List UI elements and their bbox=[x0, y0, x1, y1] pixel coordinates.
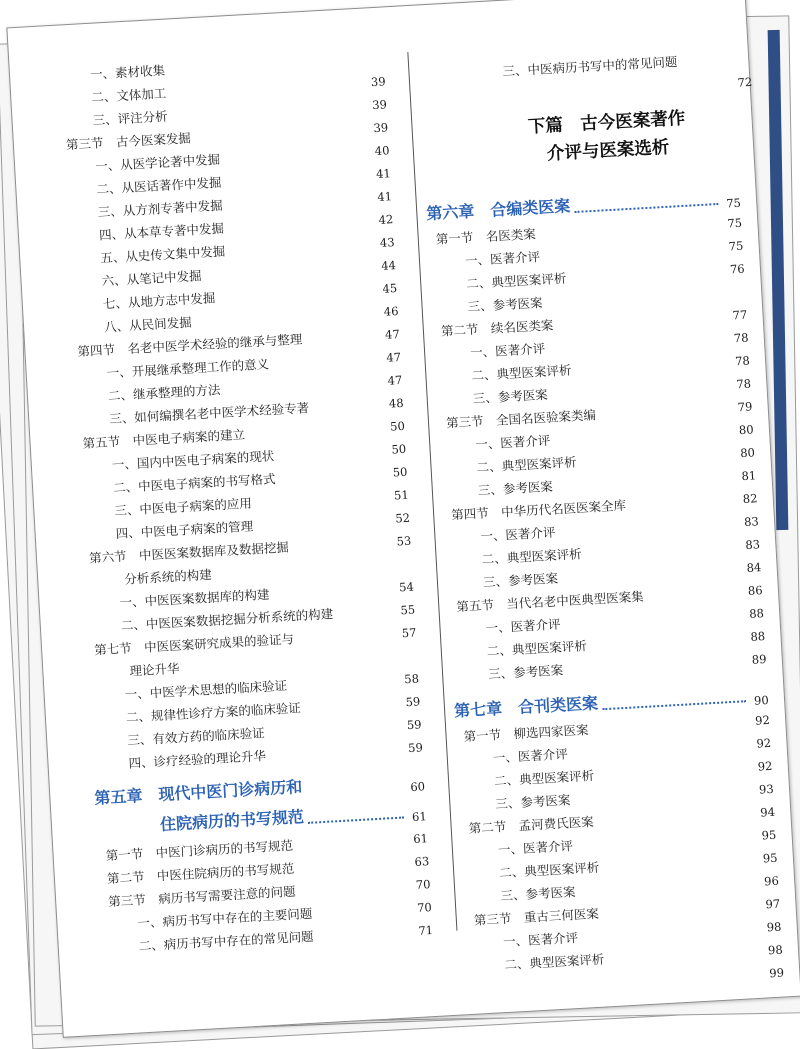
toc-entry-page: 92 bbox=[754, 712, 771, 728]
toc-entry-page: 88 bbox=[748, 606, 765, 621]
toc-entry-text: 三、如何编撰名老中医学术经验专著 bbox=[108, 400, 310, 427]
toc-entry[interactable] bbox=[435, 353, 751, 389]
toc-entry-text: 二、典型医案评析 bbox=[471, 362, 572, 384]
toc-entry-text: 一、医著介评 bbox=[502, 929, 579, 950]
toc-entry-text: 三、参考医案 bbox=[477, 478, 554, 498]
dotted-leader bbox=[574, 203, 718, 213]
chapter-heading[interactable] bbox=[93, 777, 426, 816]
toc-entry-page: 99 bbox=[768, 965, 785, 981]
toc-entry-page: 76 bbox=[729, 261, 745, 277]
toc-section[interactable] bbox=[81, 533, 412, 570]
toc-entry-page: 78 bbox=[734, 353, 751, 369]
toc-entry-text: 一、中医学术思想的临床验证 bbox=[124, 677, 288, 702]
toc-entry[interactable] bbox=[449, 606, 765, 642]
toc-entry-page: 75 bbox=[727, 215, 743, 231]
toc-entry[interactable] bbox=[456, 735, 772, 771]
dotted-leader bbox=[602, 700, 746, 710]
toc-section[interactable] bbox=[455, 712, 771, 748]
toc-entry-page: 96 bbox=[763, 873, 780, 889]
toc-entry-page: 95 bbox=[761, 827, 777, 843]
chapter-title: 第七章 合刊类医案 bbox=[453, 693, 599, 721]
toc-entry-text: 二、中医电子病案的书写格式 bbox=[112, 471, 276, 496]
toc-entry-page: 92 bbox=[756, 735, 772, 751]
toc-entry-page: 59 bbox=[407, 740, 424, 756]
toc-entry-text: 第一节 柳选四家医案 bbox=[463, 722, 589, 745]
toc-entry-text: 一、医著介评 bbox=[474, 432, 551, 452]
toc-entry[interactable] bbox=[55, 74, 386, 111]
chapter-title: 第六章 合编类医案 bbox=[425, 196, 571, 224]
toc-entry-text: 三、有效方药的临床验证 bbox=[126, 725, 266, 748]
toc-entry-page: 44 bbox=[380, 258, 397, 273]
toc-entry-text: 第三节 病历书写需要注意的问题 bbox=[107, 883, 296, 910]
toc-entry-text: 一、国内中医电子病案的现状 bbox=[111, 448, 275, 473]
toc-entry-page: 84 bbox=[746, 560, 762, 575]
toc-entry-page: 89 bbox=[751, 652, 767, 667]
toc-entry-text: 第七节 中医医案研究成果的验证与 bbox=[93, 631, 295, 658]
toc-entry-text: 二、中医医案数据挖掘分析系统的构建 bbox=[120, 606, 334, 633]
toc-entry-page: 50 bbox=[391, 441, 407, 457]
toc-entry-page: 94 bbox=[759, 804, 776, 820]
toc-entry-text: 三、参考医案 bbox=[487, 662, 564, 682]
toc-entry-text: 三、参考医案 bbox=[500, 884, 576, 904]
toc-entry-page: 59 bbox=[405, 694, 421, 710]
toc-entry-text: 第三节 重古三何医案 bbox=[473, 905, 600, 928]
toc-entry-text: 六、从笔记中发掘 bbox=[101, 267, 202, 289]
toc-entry-page: 39 bbox=[370, 74, 386, 90]
toc-entry-text: 一、医著介评 bbox=[497, 838, 574, 858]
toc-entry-text: 二、典型医案评析 bbox=[504, 951, 605, 973]
toc-entry-page: 57 bbox=[401, 625, 417, 641]
part-title-line2: 介评与医案选析 bbox=[546, 137, 670, 165]
toc-entry-text: 第二节 孟河费氏医案 bbox=[468, 813, 595, 836]
toc-entry-text: 三、中医电子病案的应用 bbox=[114, 495, 253, 519]
toc-entry[interactable] bbox=[434, 330, 749, 366]
toc-entry-page: 92 bbox=[757, 758, 773, 774]
toc-entry-text: 四、从本草专著中发掘 bbox=[98, 220, 225, 243]
toc-entry-page: 81 bbox=[741, 468, 757, 484]
toc-entry-page: 60 bbox=[409, 779, 426, 795]
toc-entry-page: 61 bbox=[412, 831, 429, 846]
toc-entry[interactable] bbox=[469, 965, 785, 1001]
toc-entry-text: 第二节 续名医类案 bbox=[440, 317, 554, 339]
toc-entry-text: 三、参考医案 bbox=[472, 386, 549, 406]
toc-entry[interactable] bbox=[87, 660, 180, 685]
toc-entry-page: 47 bbox=[385, 349, 402, 365]
toc-entry-page: 71 bbox=[418, 923, 434, 938]
toc-entry-text: 分析系统的构建 bbox=[123, 566, 213, 587]
toc-entry-text: 二、典型医案评析 bbox=[498, 859, 600, 881]
toc-entry-text: 二、典型医案评析 bbox=[481, 546, 583, 567]
toc-entry-page: 43 bbox=[379, 235, 395, 250]
chapter-heading[interactable] bbox=[95, 807, 428, 846]
toc-section[interactable] bbox=[427, 215, 743, 251]
toc-entry-page: 98 bbox=[766, 919, 782, 935]
toc-entry-text: 一、医著介评 bbox=[492, 746, 569, 766]
toc-entry-page: 82 bbox=[742, 491, 758, 507]
toc-entry-text: 第一节 中医门诊病历的书写规范 bbox=[105, 837, 294, 864]
toc-entry-text: 三、从方剂专著中发掘 bbox=[97, 197, 224, 220]
toc-entry-page: 39 bbox=[371, 97, 388, 113]
toc-entry-text: 一、素材收集 bbox=[89, 62, 166, 82]
toc-entry-page: 83 bbox=[744, 537, 761, 552]
toc-entry[interactable] bbox=[91, 717, 422, 754]
toc-entry-text: 第一节 名医类案 bbox=[435, 226, 537, 247]
toc-entry-text: 二、从医话著作中发掘 bbox=[96, 174, 222, 197]
toc-entry-page-row bbox=[419, 74, 753, 111]
toc-entry-text: 第五节 中医电子病案的建立 bbox=[82, 426, 246, 451]
toc-entry-page: 77 bbox=[732, 307, 748, 323]
toc-entry-page: 41 bbox=[375, 166, 392, 182]
toc-page bbox=[6, 0, 800, 1038]
toc-entry-text: 二、典型医案评析 bbox=[493, 767, 595, 789]
toc-section[interactable] bbox=[100, 877, 431, 914]
toc-entry[interactable] bbox=[439, 422, 754, 458]
toc-entry-text: 第二节 中医住院病历的书写规范 bbox=[106, 860, 295, 887]
chapter-heading[interactable] bbox=[425, 195, 742, 231]
toc-entry[interactable] bbox=[102, 923, 434, 960]
toc-section[interactable] bbox=[69, 326, 401, 363]
toc-entry-page: 54 bbox=[398, 579, 415, 595]
toc-entry-text: 二、继承整理的方法 bbox=[107, 382, 221, 404]
toc-entry-page: 83 bbox=[743, 514, 760, 530]
toc-entry-page: 41 bbox=[376, 189, 393, 204]
toc-entry-text: 一、病历书写中存在的主要问题 bbox=[137, 905, 313, 931]
toc-entry[interactable] bbox=[89, 694, 421, 731]
toc-entry-page: 55 bbox=[400, 602, 416, 618]
toc-entry-text: 三、评注分析 bbox=[92, 108, 168, 128]
toc-entry-text: 二、病历书写中存在的常见问题 bbox=[138, 928, 314, 954]
toc-entry[interactable] bbox=[70, 349, 402, 386]
toc-section[interactable] bbox=[74, 418, 406, 455]
toc-entry-text: 理论升华 bbox=[129, 660, 180, 679]
toc-entry-page: 46 bbox=[383, 304, 399, 319]
toc-entry-page: 50 bbox=[389, 418, 406, 434]
toc-entry-page: 78 bbox=[733, 330, 749, 346]
toc-entry-page: 86 bbox=[747, 583, 763, 598]
toc-entry-text: 第四节 名老中医学术经验的继承与整理 bbox=[77, 331, 303, 359]
toc-entry-page: 88 bbox=[750, 629, 766, 644]
toc-entry[interactable] bbox=[502, 54, 678, 83]
toc-entry-text: 五、从史传文集中发掘 bbox=[99, 243, 226, 266]
toc-entry-page: 75 bbox=[728, 238, 744, 254]
toc-entry[interactable] bbox=[444, 514, 760, 550]
toc-entry-text: 四、中医电子病案的管理 bbox=[115, 518, 254, 542]
toc-entry-page: 61 bbox=[411, 809, 428, 825]
toc-entry-page: 93 bbox=[758, 781, 775, 797]
toc-entry-page: 50 bbox=[392, 464, 408, 480]
toc-entry-text: 一、医著介评 bbox=[480, 524, 556, 544]
toc-entry-text: 二、典型医案评析 bbox=[486, 638, 588, 659]
toc-entry-page: 40 bbox=[374, 143, 390, 159]
toc-entry-text: 三、中医病历书写中的常见问题 bbox=[502, 54, 678, 79]
toc-entry-page: 53 bbox=[396, 533, 412, 549]
toc-entry-text: 二、典型医案评析 bbox=[476, 454, 577, 475]
toc-entry-text: 三、参考医案 bbox=[482, 570, 559, 590]
toc-entry-text: 一、开展继承整理工作的意义 bbox=[106, 356, 270, 381]
toc-entry-text: 第五节 当代名老中医典型医案集 bbox=[455, 588, 645, 615]
toc-entry-page: 70 bbox=[415, 877, 431, 892]
toc-entry-page: 42 bbox=[378, 212, 394, 227]
toc-entry-page: 90 bbox=[753, 692, 770, 708]
toc-entry-page: 52 bbox=[394, 510, 411, 526]
toc-entry-text: 七、从地方志中发掘 bbox=[102, 290, 216, 312]
toc-entry-text: 二、文体加工 bbox=[90, 85, 167, 105]
toc-entry-page: 45 bbox=[382, 281, 398, 296]
toc-entry-page: 80 bbox=[739, 445, 756, 461]
toc-entry-page: 47 bbox=[384, 326, 401, 342]
toc-entry-text: 一、从医学论著中发掘 bbox=[94, 151, 221, 174]
toc-entry-page: 47 bbox=[387, 372, 403, 388]
toc-entry-page: 95 bbox=[762, 850, 778, 866]
toc-entry-page: 72 bbox=[737, 74, 753, 90]
toc-entry-text: 第六节 中医医案数据库及数据挖掘 bbox=[88, 539, 290, 566]
toc-entry[interactable] bbox=[54, 62, 166, 88]
toc-entry[interactable] bbox=[467, 919, 782, 955]
chapter-title: 第五章 现代中医门诊病历和 bbox=[93, 777, 303, 808]
chapter-title: 住院病历的书写规范 bbox=[159, 807, 305, 835]
toc-left-column bbox=[51, 6, 434, 954]
toc-entry[interactable] bbox=[56, 97, 388, 134]
toc-entry-page: 78 bbox=[735, 376, 752, 392]
toc-entry-text: 一、中医医案数据库的构建 bbox=[119, 586, 270, 611]
toc-entry-page: 59 bbox=[406, 717, 422, 733]
toc-entry-page: 63 bbox=[414, 854, 430, 869]
toc-entry-text: 八、从民间发掘 bbox=[103, 314, 193, 335]
toc-entry-text: 一、医著介评 bbox=[464, 249, 541, 269]
toc-entry-text: 三、参考医案 bbox=[467, 294, 543, 315]
toc-entry-text: 四、诊疗经验的理论升华 bbox=[128, 748, 267, 771]
toc-entry-text: 一、医著介评 bbox=[469, 340, 546, 361]
toc-entry-text: 二、规律性诊疗方案的临床验证 bbox=[125, 700, 302, 725]
part-title-line1: 下篇 古今医案著作 bbox=[527, 108, 686, 138]
toc-entry-page: 58 bbox=[403, 671, 420, 687]
toc-entry-text: 二、典型医案评析 bbox=[465, 270, 567, 292]
toc-entry[interactable] bbox=[60, 166, 392, 203]
toc-entry[interactable] bbox=[430, 261, 745, 297]
part-title bbox=[481, 102, 734, 172]
toc-entry-page: 70 bbox=[416, 900, 433, 915]
toc-entry-page: 48 bbox=[388, 395, 404, 411]
toc-entry-page: 98 bbox=[767, 942, 784, 958]
toc-entry[interactable] bbox=[461, 827, 777, 863]
toc-entry-text: 第四节 中华历代名医医案全库 bbox=[450, 497, 627, 523]
toc-entry-text: 第三节 古今医案发掘 bbox=[65, 130, 192, 153]
toc-entry[interactable] bbox=[431, 294, 543, 320]
toc-section[interactable] bbox=[86, 625, 417, 662]
toc-entry-page: 79 bbox=[737, 399, 753, 415]
toc-entry-text: 一、医著介评 bbox=[485, 616, 561, 636]
dotted-leader bbox=[308, 816, 404, 823]
toc-entry-page: 51 bbox=[393, 487, 410, 503]
toc-entry-text: 第三节 全国名医验案类编 bbox=[445, 407, 597, 431]
toc-entry[interactable] bbox=[452, 652, 767, 688]
toc-entry-text: 三、参考医案 bbox=[495, 792, 571, 812]
toc-entry-page: 80 bbox=[738, 422, 754, 438]
toc-entry[interactable] bbox=[92, 740, 424, 777]
toc-entry-page: 75 bbox=[725, 195, 742, 211]
toc-entry-page: 39 bbox=[373, 120, 389, 136]
toc-entry[interactable] bbox=[75, 441, 407, 478]
toc-entry[interactable] bbox=[82, 566, 213, 593]
toc-entry-page: 97 bbox=[765, 896, 781, 912]
